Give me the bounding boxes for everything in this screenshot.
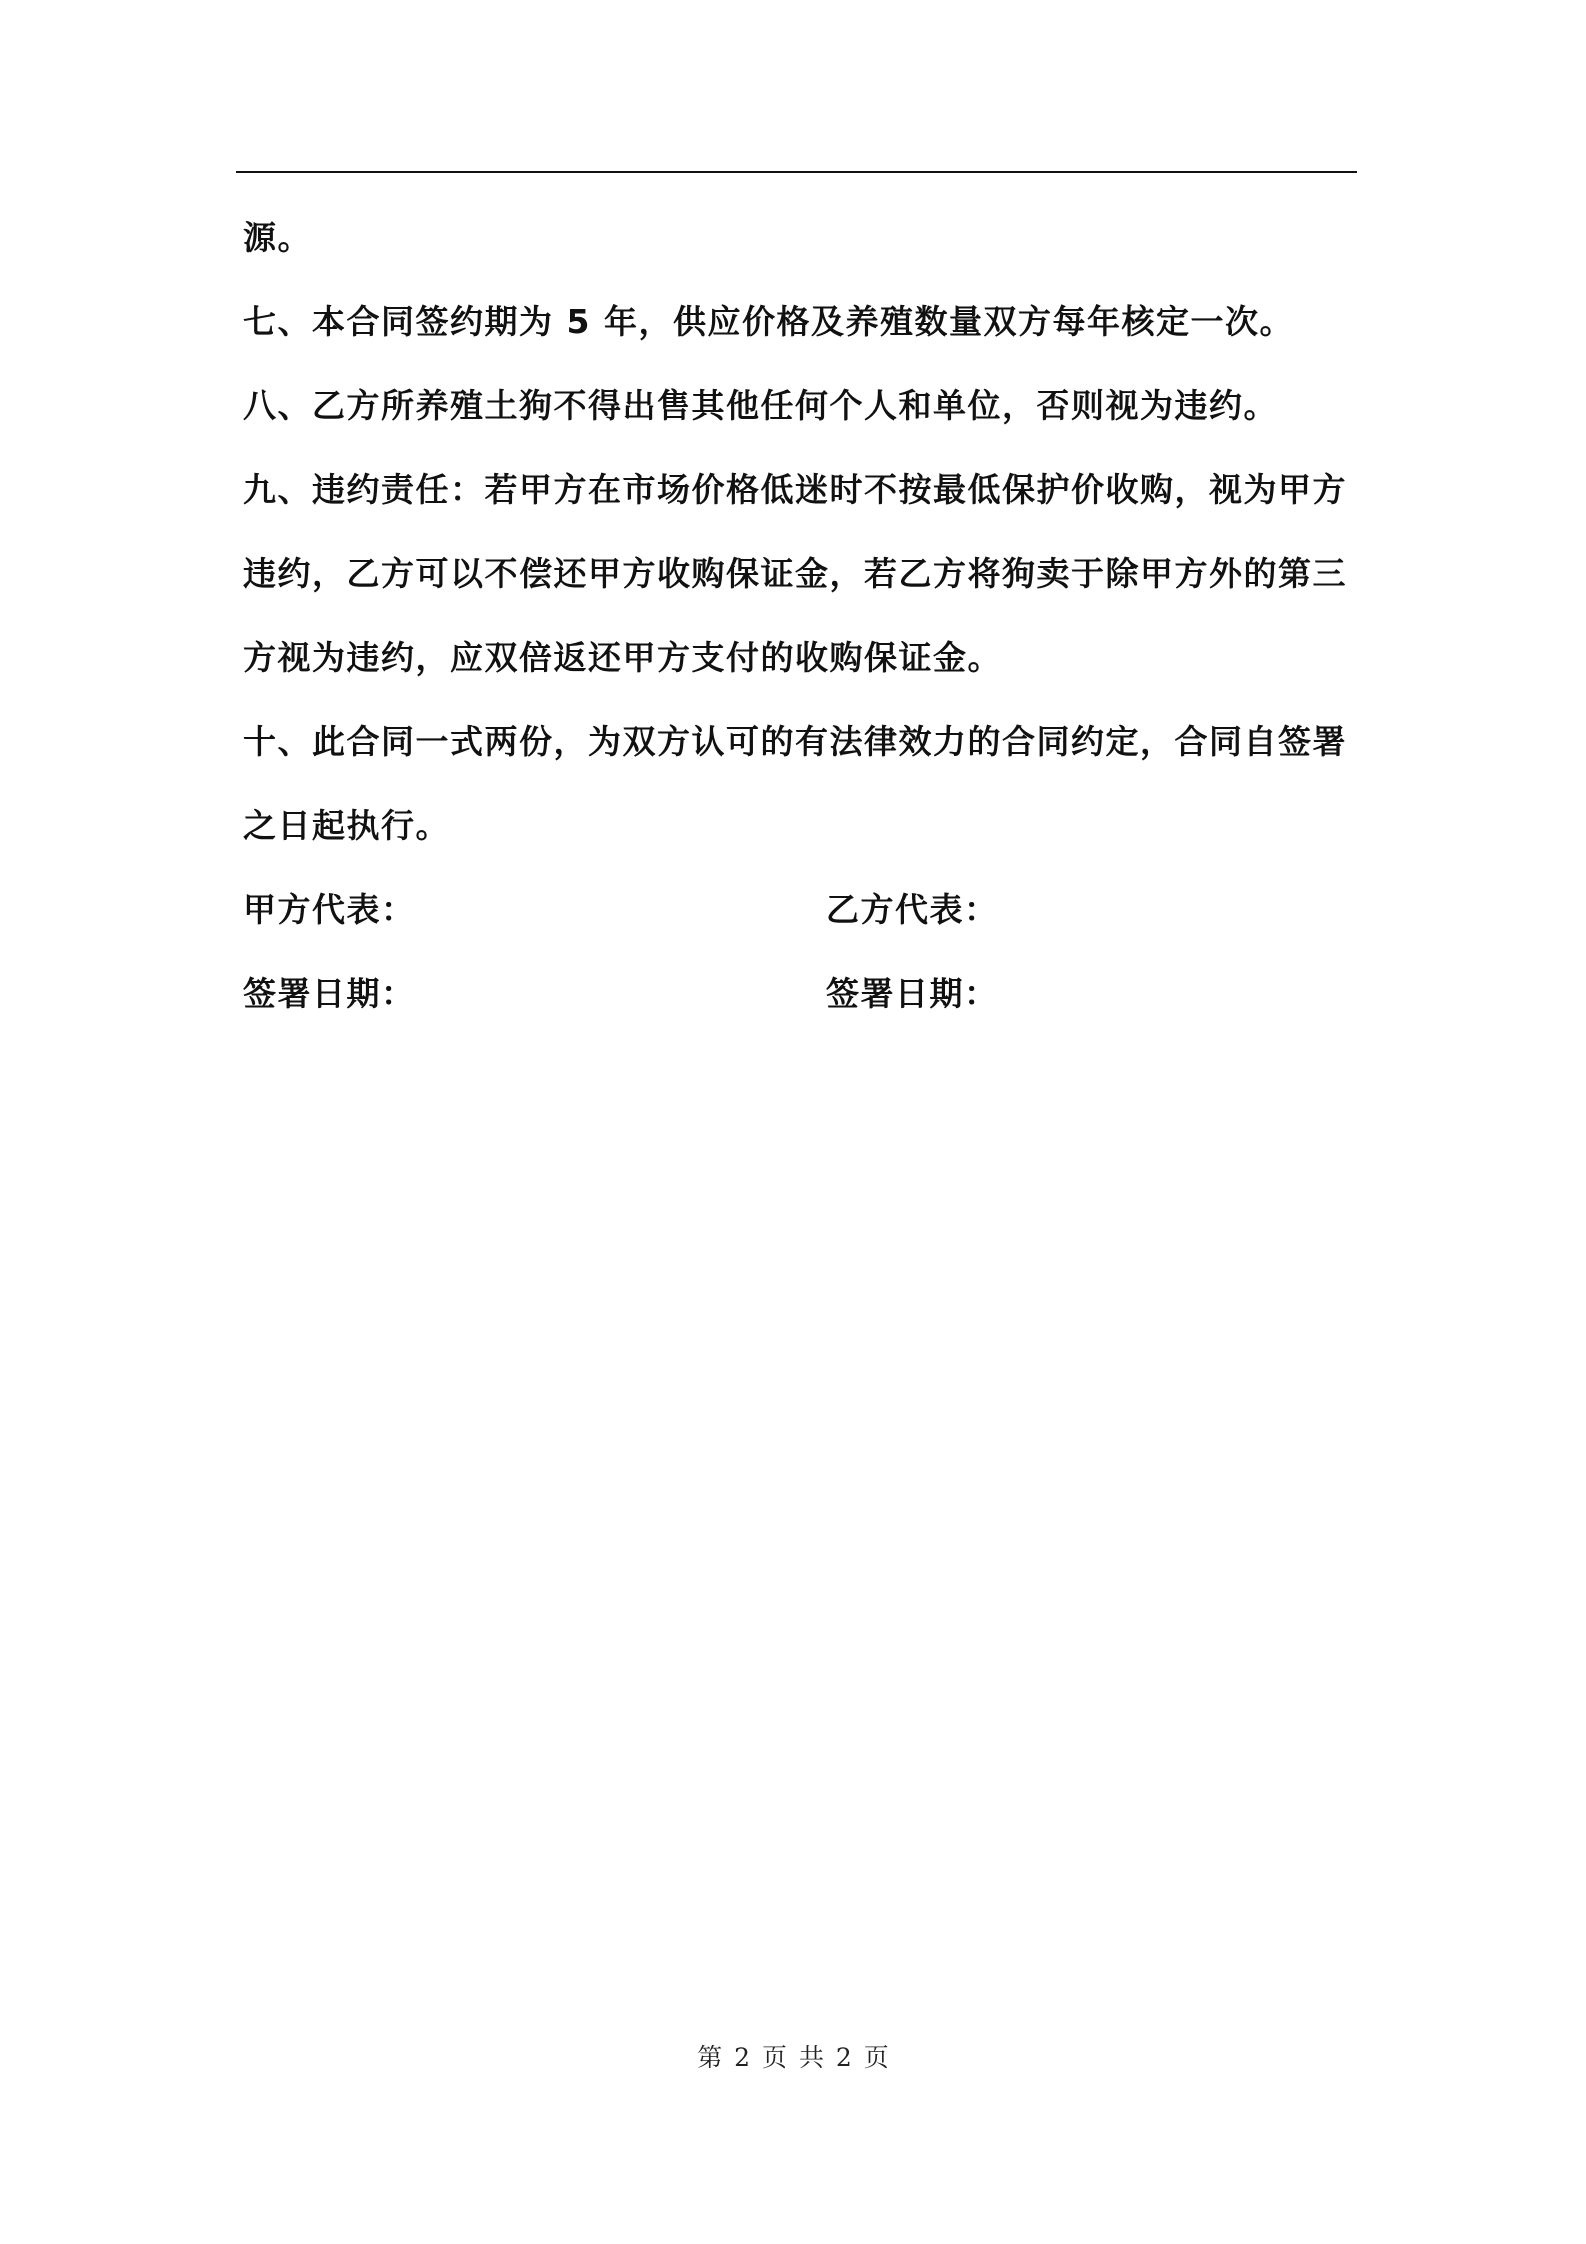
clause-7: 七、本合同签约期为 5 年，供应价格及养殖数量双方每年核定一次。 [243, 302, 1294, 341]
party-b-date-label: 签署日期： [826, 974, 999, 1013]
clause-8: 八、乙方所养殖土狗不得出售其他任何个人和单位，否则视为违约。 [243, 386, 1278, 425]
page-number-footer: 第 2 页 共 2 页 [697, 2043, 889, 2072]
paragraph-continuation: 源。 [243, 218, 312, 257]
party-a-representative-label: 甲方代表： [243, 890, 416, 929]
signature-date-row [243, 952, 1358, 1036]
clause-9: 九、违约责任：若甲方在市场价格低迷时不按最低保护价收购，视为甲方违约，乙方可以不偿还甲方收购保证金，若乙方将狗卖于除甲方外的第三方视为违约，应双倍返还甲方支付的收购保证金。 [243, 470, 1347, 677]
header-rule [236, 171, 1357, 173]
signature-rep-row [243, 868, 1358, 952]
contract-body [243, 196, 1358, 1036]
party-a-date-label: 签署日期： [243, 974, 416, 1013]
clause-10: 十、此合同一式两份，为双方认可的有法律效力的合同约定，合同自签署之日起执行。 [243, 722, 1347, 845]
party-b-representative-label: 乙方代表： [826, 890, 999, 929]
